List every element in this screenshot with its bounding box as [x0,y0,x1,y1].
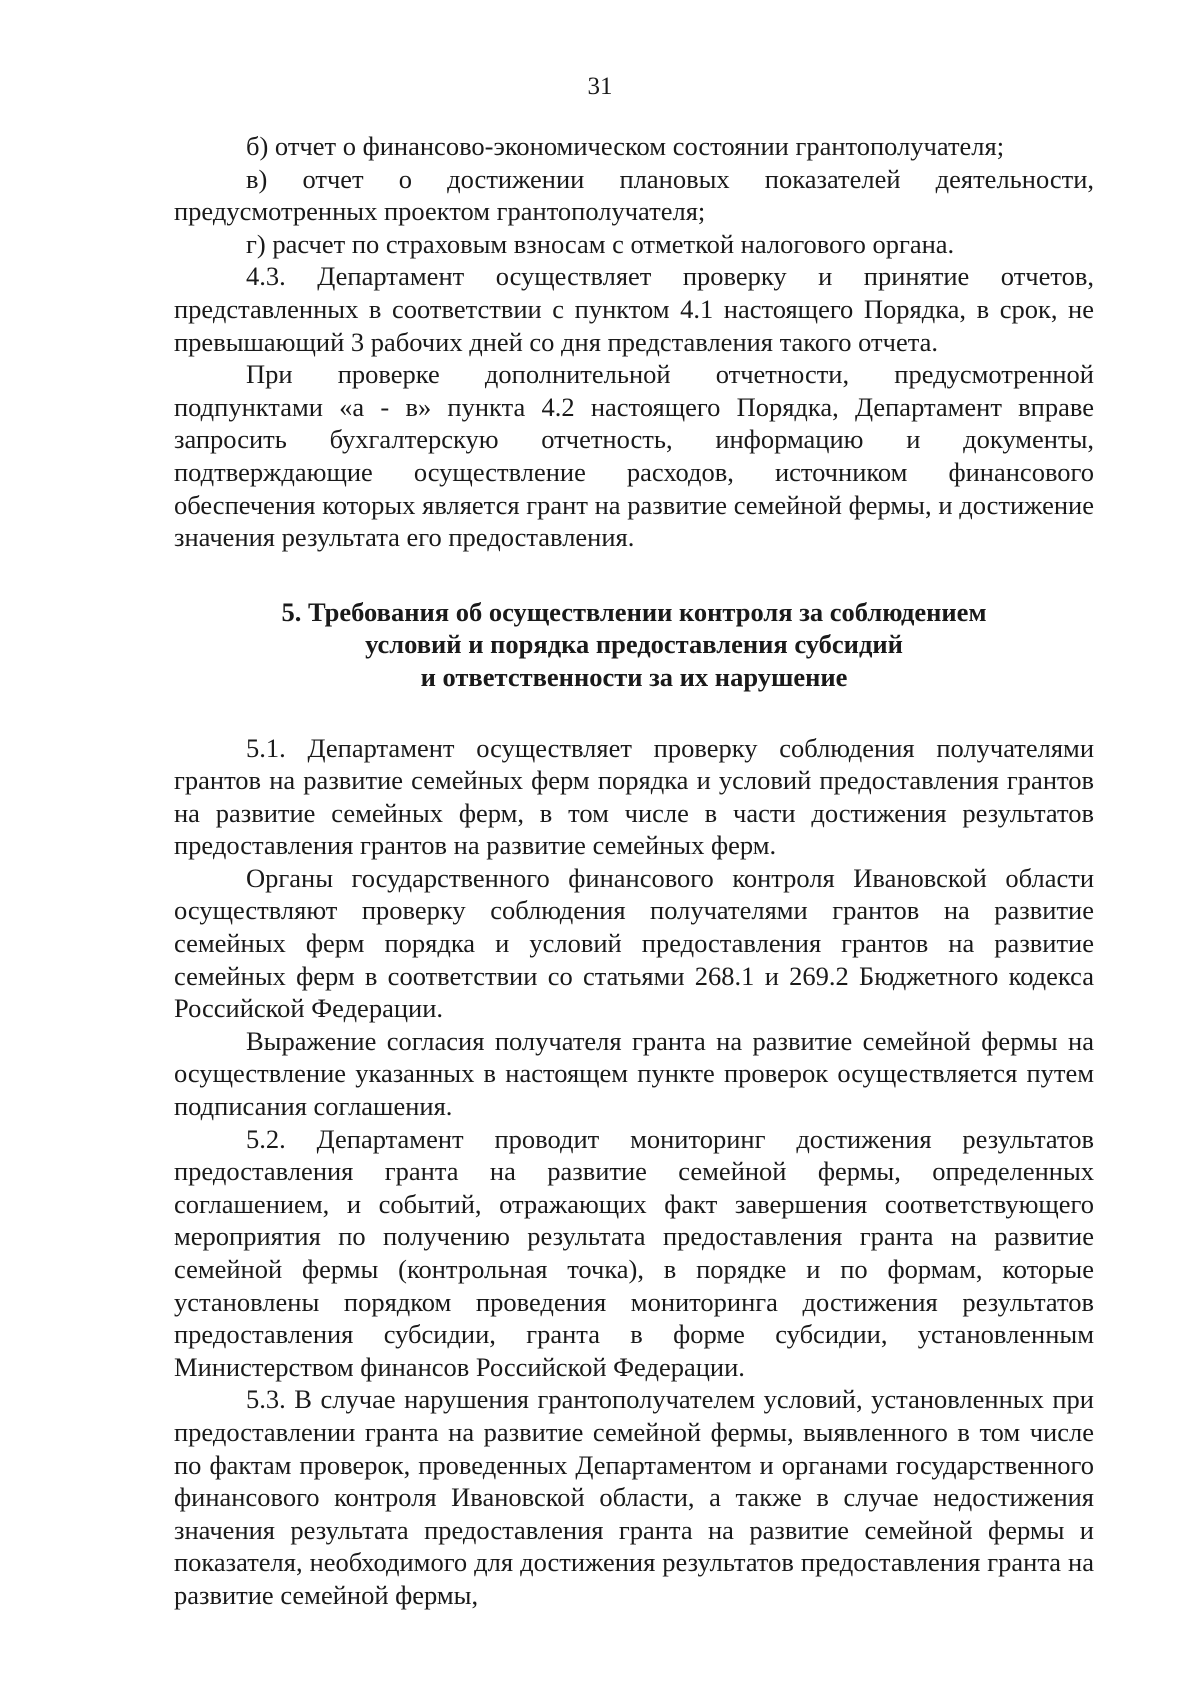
document-body [174,130,1094,1612]
paragraph-4-3: 4.3. Департамент осуществляет проверку и принятие отчетов, представленных в соответствии с пунктом 4.1 настоящего Порядка, в срок, не превышающий 3 рабочих дней со дня представления такого отчета. [174,261,1094,357]
paragraph-5-2: 5.2. Департамент проводит мониторинг достижения результатов предоставления гранта на развитие семейной фермы, определенных соглашением, и событий, отражающих факт завершения соответствующего мероприятия по получению результата предоставления гранта на развитие семейной фермы (контрольная точка), в порядке и по формам, которые установлены порядком проведения мониторинга достижения результатов предоставления субсидии, гранта в форме субсидии, установленным Министерством финансов Российской Федерации. [174,1123,1094,1382]
section-heading-line-2: условий и порядка предоставления субсидий [365,629,903,660]
paragraph-state-control: Органы государственного финансового контроля Ивановской области осуществляют проверку соблюдения получателями грантов на развитие семейных ферм порядка и условий предоставления грантов на развитие семейных ферм в соответствии со статьями 268.1 и 269.2 Бюджетного кодекса Российской Федерации. [174,862,1094,1024]
section-5-heading [174,596,1094,694]
page-number: 31 [587,73,613,100]
paragraph-consent: Выражение согласия получателя гранта на развитие семейной фермы на осуществление указанных в настоящем пункте проверок осуществляется путем подписания соглашения. [174,1025,1094,1122]
section-heading-line-1: 5. Требования об осуществлении контроля за соблюдением [281,596,987,627]
paragraph-g: г) расчет по страховым взносам с отметкой налогового органа. [246,228,955,259]
paragraph-b: б) отчет о финансово-экономическом состоянии грантополучателя; [246,131,1005,161]
paragraph-5-3: 5.3. В случае нарушения грантополучателем условий, установленных при предоставлении гранта на развитие семейной фермы, выявленного в том числе по фактам проверок, проведенных Департаментом и органами государственного финансового контроля Ивановской области, а также в случае недостижения значения результата предоставления гранта на развитие семейной фермы и показателя, необходимого для достижения результатов предоставления гранта на развитие семейной фермы, [174,1384,1094,1610]
paragraph-additional-check: При проверке дополнительной отчетности, предусмотренной подпунктами «а - в» пункта 4.2 настоящего Порядка, Департамент вправе запросить бухгалтерскую отчетность, информацию и документы, подтверждающие осуществление расходов, источником финансового обеспечения которых является грант на развитие семейной фермы, и достижение значения результата его предоставления. [174,359,1094,553]
paragraph-5-1: 5.1. Департамент осуществляет проверку соблюдения получателями грантов на развитие семейных ферм порядка и условий предоставления грантов на развитие семейных ферм, в том числе в части достижения результатов предоставления грантов на развитие семейных ферм. [174,732,1094,861]
section-heading-line-3: и ответственности за их нарушение [420,661,848,692]
paragraph-v: в) отчет о достижении плановых показателей деятельности, предусмотренных проектом грантополучателя; [174,163,1094,227]
